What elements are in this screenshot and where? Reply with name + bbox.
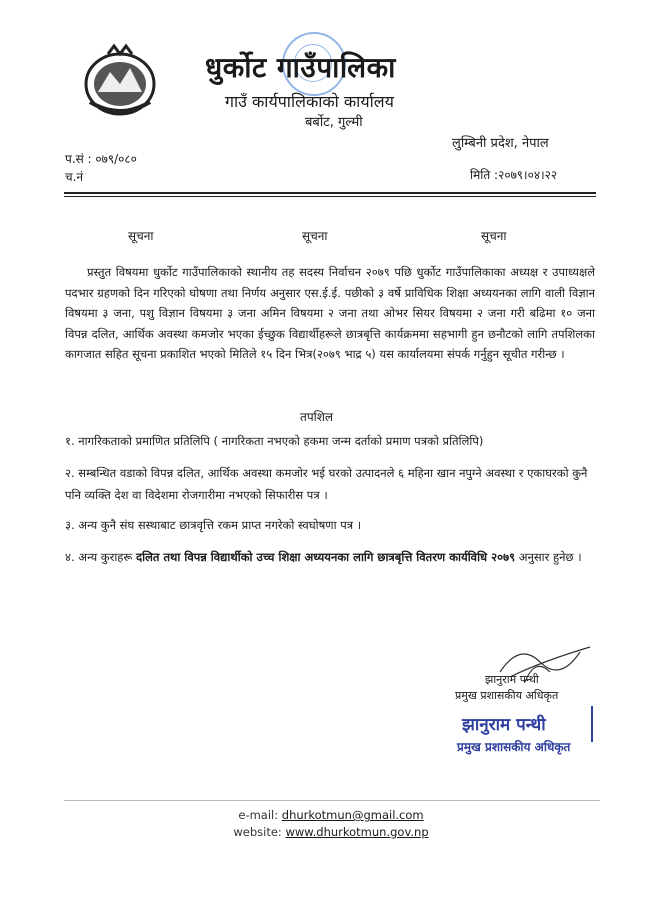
list-item: १. नागरिकताको प्रमाणित प्रतिलिपि ( नागरिकता नभएको हकमा जन्म दर्ताको प्रमाण पत्रको प्रतिलिपि): [65, 434, 484, 448]
notice-body: प्रस्तुत विषयमा धुर्कोट गाउँपालिकाको स्थानीय तह सदस्य निर्वाचन २०७९ पछि धुर्कोट गाउँपालिकाका अध्यक्ष र उपाध्यक्षले पदभार ग्रहणको दिन गरिएको घोषणा तथा निर्णय अनुसार एस.ई.ई. पछीको ३ वर्षे प्राविधिक शिक्षा अध्ययनका लागि वाली विज्ञान विषयमा ३ जना, पशु विज्ञान विषयमा ३ जना अमिन विषयमा २ जना तथा ओभर सियर विषयमा २ जना गरी बढिमा १० जना विपन्न दलित, आर्थिक अवस्था कमजोर भएका ईच्छुक विद्यार्थीहरूले छात्रबृत्ति कार्यक्रममा सहभागी हुन छनौटको लागि तपशिलका कागजात सहित सूचना प्रकाशित भएको मितिले १५ दिन भित्र(२०७९ भाद्र ५) यस कार्यालयमा संपर्क गर्नुहुन सूचीत गरीन्छ ।: [65, 265, 595, 361]
signatory-title: प्रमुख प्रशासकीय अधिकृत: [455, 689, 559, 702]
email-link[interactable]: dhurkotmun@gmail.com: [281, 808, 424, 822]
signatory-name: झानुराम पन्थी: [485, 673, 539, 686]
notice-heading-right: सूचना: [481, 229, 507, 243]
item4-guideline: दलित तथा विपन्न विद्यार्थीको उच्च शिक्षा अध्ययनका लागि छात्रबृत्ति वितरण कार्यविधि २०७९: [136, 550, 516, 564]
office-address: बर्बोट, गुल्मी: [305, 115, 363, 130]
item4-prefix: ४. अन्य कुराहरू: [65, 550, 137, 564]
stamp-bar: [591, 706, 593, 742]
item4-suffix: अनुसार हुनेछ ।: [515, 550, 582, 564]
office-name: धुर्कोट गाउँपालिका: [205, 51, 396, 84]
government-emblem-icon: [80, 42, 160, 120]
details-heading: तपशिल: [300, 410, 334, 424]
stamp-name: झानुराम पन्थी: [462, 715, 546, 735]
office-subtitle: गाउँ कार्यपालिकाको कार्यालय: [225, 92, 394, 111]
reference-block: [65, 150, 137, 186]
stamp-title: प्रमुख प्रशासकीय अधिकृत: [457, 740, 571, 754]
website-label: website:: [233, 825, 286, 839]
letter-date: मिति :२०७९।०४।२२: [470, 168, 558, 182]
reference-number: प.सं : ०७९/०८०: [65, 152, 137, 166]
notice-heading-left: सूचना: [128, 229, 154, 243]
notice-heading-center: सूचना: [302, 229, 328, 243]
list-item: २. सम्बन्धित वडाको विपन्न दलित, आर्थिक अवस्था कमजोर भई घरको उत्पादनले ६ महिना खान नपुग्ने अवस्था र एकाघरको कुनै पनि व्यक्ति देश वा विदेशमा रोजगारीमा नभएको सिफारीस पत्र ।: [65, 466, 588, 502]
dispatch-number: च.नं: [65, 170, 84, 184]
header-divider-thin: [64, 196, 596, 197]
province: लुम्बिनी प्रदेश, नेपाल: [452, 136, 549, 151]
website-link[interactable]: www.dhurkotmun.gov.np: [285, 825, 429, 839]
list-item: [65, 546, 600, 568]
email-label: e-mail:: [238, 808, 282, 822]
footer-divider: [64, 800, 600, 801]
list-item: ३. अन्य कुनै संघ सस्थाबाट छात्रवृत्ति रकम प्राप्त नगरेको स्वघोषणा पत्र ।: [65, 518, 362, 532]
footer-email-line: [0, 808, 662, 822]
header-divider: [64, 192, 596, 194]
footer-website-line: [0, 825, 662, 839]
